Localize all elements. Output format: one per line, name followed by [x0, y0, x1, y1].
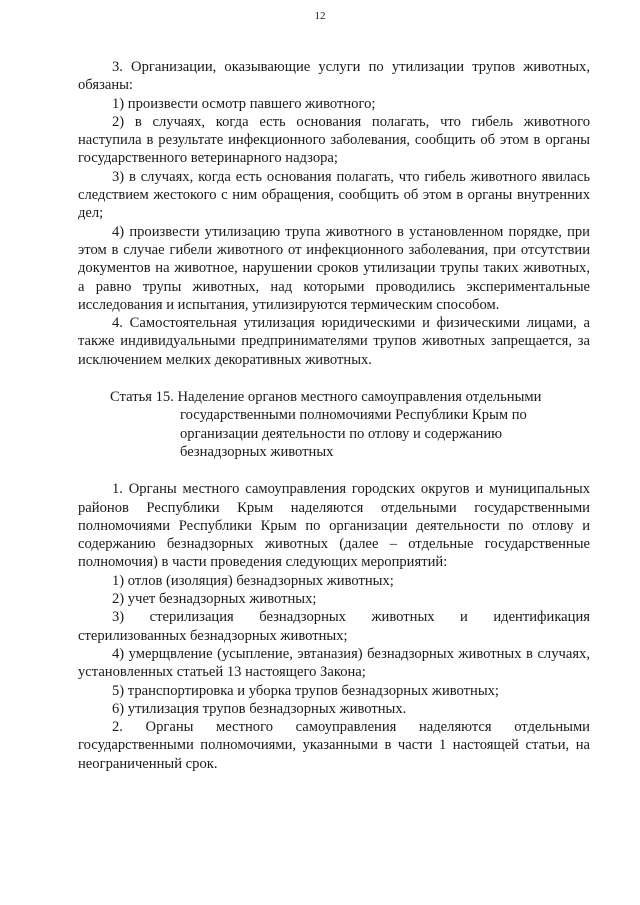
paragraph-organizations-obligations: 3. Организации, оказывающие услуги по утилизации трупов животных, обязаны:: [78, 59, 590, 94]
list-item-infection-report: 2) в случаях, когда есть основания полагать, что гибель животного наступила в результате инфекционного заболевания, сообщить об этом в органы государственного ветеринарного надзора;: [78, 113, 590, 167]
list-item-inspection: 1) произвести осмотр павшего животного;: [112, 95, 376, 112]
list-item-utilization: 6) утилизация трупов безнадзорных животных.: [112, 700, 407, 717]
list-item-registration: 2) учет безнадзорных животных;: [112, 591, 317, 608]
document-body: [78, 58, 590, 773]
list-item-cruelty-report: 3) в случаях, когда есть основания полагать, что гибель животного явилась следствием жестокого с ним обращения, сообщить об этом в органы внутренних дел;: [78, 168, 590, 222]
paragraph-powers-granted: 1. Органы местного самоуправления городских округов и муниципальных районов Республики Крым наделяются отдельными государственными полномочиями Республики Крым по организации деятельности по отлову и содержанию безнадзорных животных (далее – отдельные государственные полномочия) в части проведения следующих мероприятий:: [78, 481, 590, 571]
article-heading: Статья 15. Наделение органов местного самоуправления отдельными государственными полномочиями Республики Крым по организации деятельности по отлову и содержанию безнадзорных животных: [110, 389, 542, 460]
list-item-transport: 5) транспортировка и уборка трупов безнадзорных животных;: [112, 682, 499, 699]
list-item-disposal: 4) произвести утилизацию трупа животного в установленном порядке, при этом в случае гибели животного от инфекционного заболевания, при отсутствии документов на животное, нарушении сроков утилизации трупы таких животных, а равно трупы животных, над которыми проводились экспериментальные исследования и испытания, утилизируются термическим способом.: [78, 223, 590, 313]
list-item-sterilization: 3) стерилизация безнадзорных животных и идентификация стерилизованных безнадзорных животных;: [78, 609, 590, 644]
list-item-euthanasia: 4) умерщвление (усыпление, эвтаназия) безнадзорных животных в случаях, установленных статьей 13 настоящего Закона;: [78, 645, 590, 681]
page-number: 12: [314, 10, 326, 22]
paragraph-unlimited-term: 2. Органы местного самоуправления наделяются отдельными государственными полномочиями, указанными в части 1 настоящей статьи, на неограниченный срок.: [78, 719, 590, 772]
list-item-capture: 1) отлов (изоляция) безнадзорных животных;: [112, 572, 394, 589]
paragraph-self-disposal-ban: 4. Самостоятельная утилизация юридическими и физическими лицами, а также индивидуальными предпринимателями трупов животных запрещается, за исключением мелких декоративных животных.: [78, 315, 590, 368]
